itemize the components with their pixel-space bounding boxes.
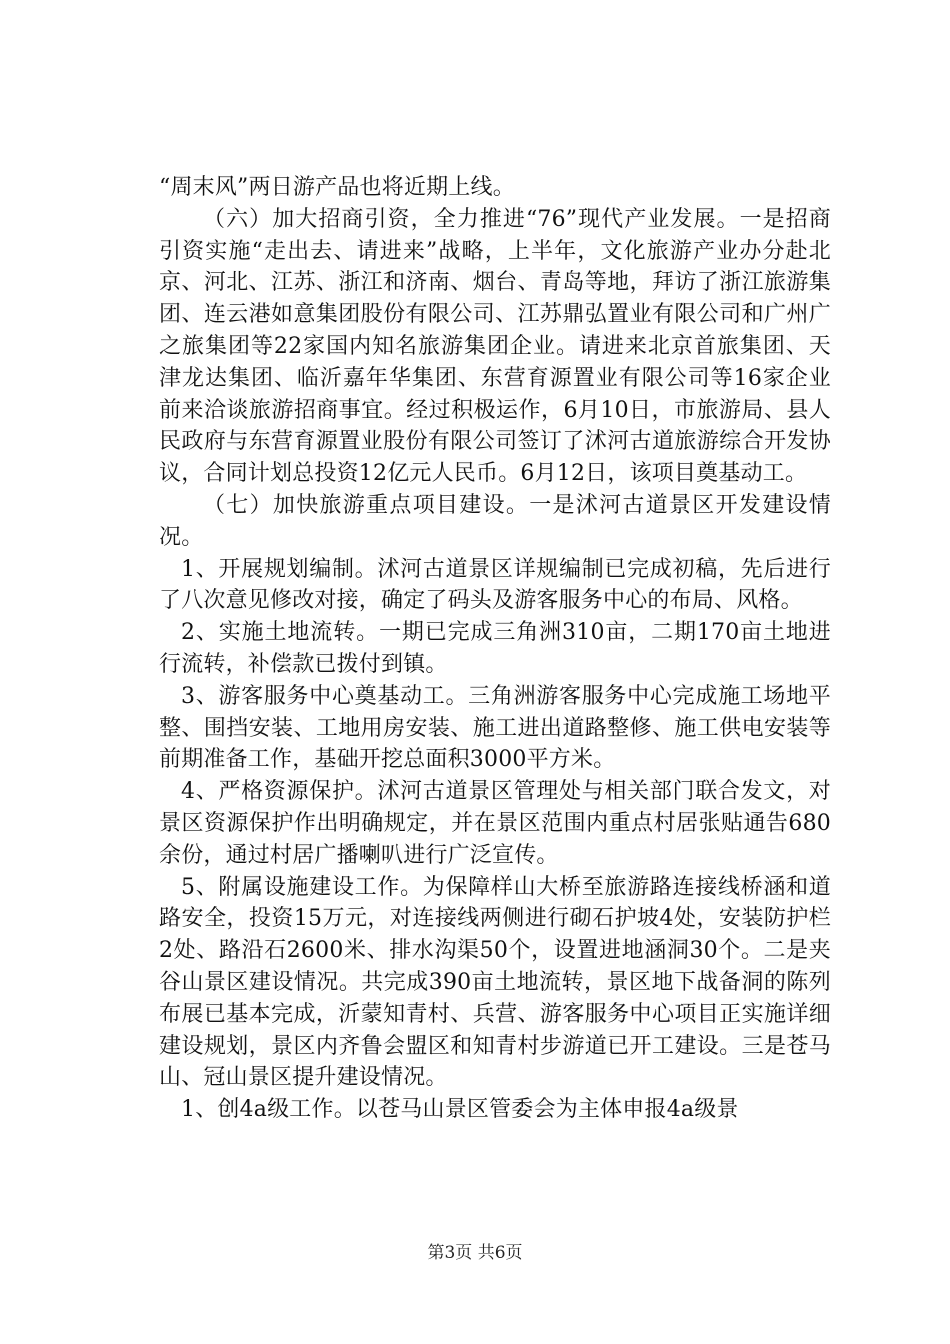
paragraph-continuation: “周末风”两日游产品也将近期上线。: [159, 175, 515, 200]
paragraph-item-4a-rating: 1、创4a级工作。以苍马山景区管委会为主体申报4a级景: [181, 1097, 739, 1123]
paragraph-item-land-transfer: 2、实施土地流转。一期已完成三角洲310亩，二期170亩土地进行流转，补偿款已拨付到镇。: [159, 620, 831, 677]
document-body: [159, 172, 831, 1126]
paragraph-item-facilities: 5、附属设施建设工作。为保障样山大桥至旅游路连接线桥涵和道路安全，投资15万元，对连接线两侧进行砌石护坡4处，安装防护栏2处、路沿石2600米、排水沟渠50个，设置进地涵洞30个。二是夹谷山景区建设情况。共完成390亩土地流转，景区地下战备洞的陈列布展已基本完成，沂蒙知青村、兵营、游客服务中心项目正实施详细建设规划，景区内齐鲁会盟区和知青村步游道已开工建设。三是苍马山、冠山景区提升建设情况。: [159, 874, 831, 1091]
page-number-footer: 第3页 共6页: [427, 1243, 523, 1263]
paragraph-item-visitor-center: 3、游客服务中心奠基动工。三角洲游客服务中心完成施工场地平整、围挡安装、工地用房安装、施工进出道路整修、施工供电安装等前期准备工作，基础开挖总面积3000平方米。: [159, 683, 831, 773]
paragraph-section-seven: （七）加快旅游重点项目建设。一是沭河古道景区开发建设情况。: [159, 492, 831, 550]
paragraph-item-resource-protection: 4、严格资源保护。沭河古道景区管理处与相关部门联合发文，对景区资源保护作出明确规定，并在景区范围内重点村居张贴通告680余份，通过村居广播喇叭进行广泛宣传。: [159, 779, 831, 868]
paragraph-section-six: （六）加大招商引资，全力推进“76”现代产业发展。一是招商引资实施“走出去、请进来”战略，上半年，文化旅游产业办分赴北京、河北、江苏、浙江和济南、烟台、青岛等地，拜访了浙江旅游集团、连云港如意集团股份有限公司、江苏鼎弘置业有限公司和广州广之旅集团等22家国内知名旅游集团企业。请进来北京首旅集团、天津龙达集团、临沂嘉年华集团、东营育源置业有限公司等16家企业前来洽谈旅游招商事宜。经过积极运作，6月10日，市旅游局、县人民政府与东营育源置业股份有限公司签订了沭河古道旅游综合开发协议，合同计划总投资12亿元人民币。6月12日，该项目奠基动工。: [159, 206, 831, 487]
paragraph-item-planning: 1、开展规划编制。沭河古道景区详规编制已完成初稿，先后进行了八次意见修改对接，确定了码头及游客服务中心的布局、风格。: [159, 556, 831, 614]
